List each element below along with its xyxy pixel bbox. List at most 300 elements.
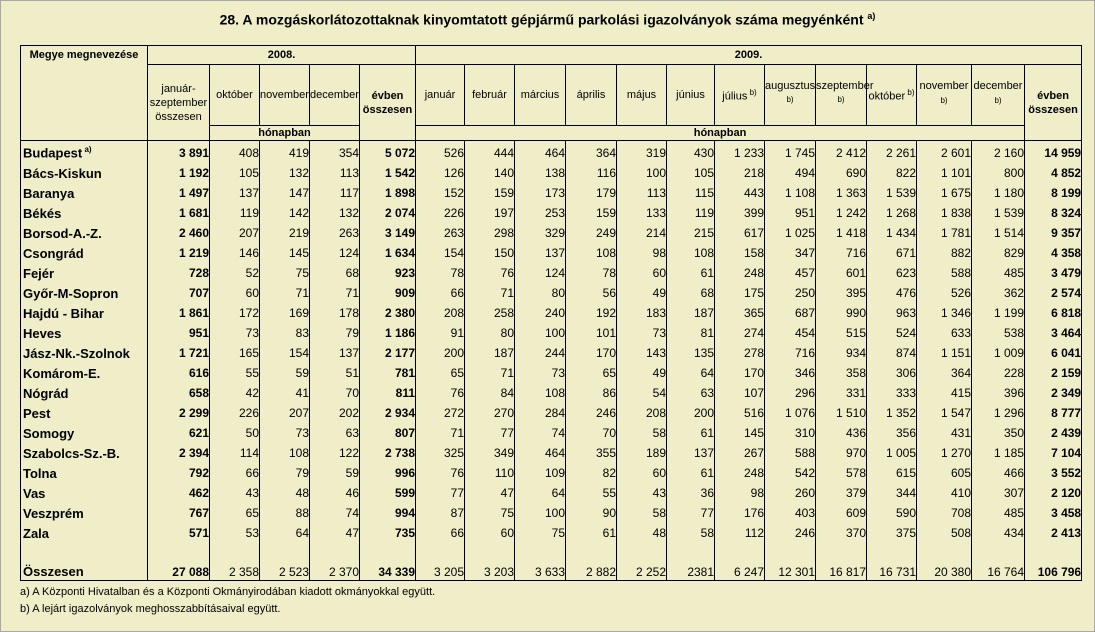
col-2009-total: évben összesen bbox=[1025, 65, 1082, 141]
cell-value: 728 bbox=[148, 263, 210, 283]
cell-value: 443 bbox=[715, 183, 765, 203]
cell-value: 329 bbox=[515, 223, 566, 243]
cell-value: 154 bbox=[416, 243, 465, 263]
month-note: b) bbox=[786, 95, 794, 105]
cell-value: 615 bbox=[867, 463, 917, 483]
table-row bbox=[21, 303, 1082, 323]
cell-value: 951 bbox=[148, 323, 210, 343]
county-name bbox=[21, 383, 148, 403]
cell-value: 114 bbox=[210, 443, 260, 463]
cell-value: 12 301 bbox=[765, 543, 816, 581]
cell-value: 617 bbox=[715, 223, 765, 243]
cell-value: 159 bbox=[566, 203, 617, 223]
cell-value: 53 bbox=[210, 523, 260, 543]
cell-value: 2 413 bbox=[1025, 523, 1082, 543]
cell-value: 119 bbox=[210, 203, 260, 223]
county-label: Szabolcs-Sz.-B. bbox=[23, 445, 120, 461]
footnote-a: a) A Központi Hivatalban és a Központi Okmányirodában kiadott okmányokkal együtt. bbox=[20, 586, 436, 598]
cell-value: 1 009 bbox=[972, 343, 1025, 363]
cell-value: 822 bbox=[867, 163, 917, 183]
cell-value: 88 bbox=[260, 503, 310, 523]
cell-value: 200 bbox=[416, 343, 465, 363]
cell-value: 1 101 bbox=[917, 163, 972, 183]
col-2009-month bbox=[867, 65, 917, 126]
cell-value: 82 bbox=[566, 463, 617, 483]
cell-value: 2 601 bbox=[917, 141, 972, 164]
cell-value: 66 bbox=[416, 283, 465, 303]
cell-value: 616 bbox=[148, 363, 210, 383]
cell-value: 76 bbox=[465, 263, 515, 283]
cell-value: 77 bbox=[465, 423, 515, 443]
cell-value: 73 bbox=[617, 323, 667, 343]
col-2009-month bbox=[515, 65, 566, 126]
cell-value: 792 bbox=[148, 463, 210, 483]
total-row bbox=[21, 543, 1082, 581]
cell-value: 137 bbox=[210, 183, 260, 203]
cell-value: 1 180 bbox=[972, 183, 1025, 203]
table-row bbox=[21, 283, 1082, 303]
cell-value: 165 bbox=[210, 343, 260, 363]
cell-value: 107 bbox=[715, 383, 765, 403]
cell-value: 80 bbox=[465, 323, 515, 343]
cell-value: 274 bbox=[715, 323, 765, 343]
cell-value: 347 bbox=[765, 243, 816, 263]
cell-value: 150 bbox=[465, 243, 515, 263]
county-label: Heves bbox=[23, 325, 62, 341]
cell-value: 601 bbox=[816, 263, 867, 283]
cell-value: 27 088 bbox=[148, 543, 210, 581]
cell-value: 58 bbox=[617, 423, 667, 443]
cell-value: 296 bbox=[765, 383, 816, 403]
col-2009-month bbox=[917, 65, 972, 126]
cell-value: 1 108 bbox=[765, 183, 816, 203]
cell-value: 494 bbox=[765, 163, 816, 183]
cell-value: 319 bbox=[617, 141, 667, 164]
cell-value: 214 bbox=[617, 223, 667, 243]
table-row bbox=[21, 483, 1082, 503]
cell-value: 9 357 bbox=[1025, 223, 1082, 243]
cell-value: 1 634 bbox=[360, 243, 416, 263]
cell-value: 1 270 bbox=[917, 443, 972, 463]
cell-value: 1 510 bbox=[816, 403, 867, 423]
table-title: 28. A mozgáskorlátozottaknak kinyomtatott gépjármű parkolási igazolványok száma megyénként $^{a)}$ bbox=[219, 11, 876, 28]
cell-value: 47 bbox=[310, 523, 360, 543]
cell-value: 263 bbox=[310, 223, 360, 243]
cell-value: 183 bbox=[617, 303, 667, 323]
cell-value: 58 bbox=[667, 523, 715, 543]
cell-value: 109 bbox=[515, 463, 566, 483]
county-label: Győr-M-Sopron bbox=[23, 285, 119, 301]
cell-value: 633 bbox=[917, 323, 972, 343]
cell-value: 152 bbox=[416, 183, 465, 203]
cell-value: 7 104 bbox=[1025, 443, 1082, 463]
cell-value: 485 bbox=[972, 263, 1025, 283]
cell-value: 16 817 bbox=[816, 543, 867, 581]
cell-value: 1 233 bbox=[715, 141, 765, 164]
table-row bbox=[21, 423, 1082, 443]
cell-value: 65 bbox=[416, 363, 465, 383]
table-row bbox=[21, 503, 1082, 523]
cell-value: 246 bbox=[566, 403, 617, 423]
county-label: Borsod-A.-Z. bbox=[23, 225, 102, 241]
cell-value: 2 349 bbox=[1025, 383, 1082, 403]
cell-value: 47 bbox=[465, 483, 515, 503]
county-label: Összesen bbox=[23, 564, 84, 579]
cell-value: 81 bbox=[667, 323, 715, 343]
cell-value: 75 bbox=[465, 503, 515, 523]
cell-value: 58 bbox=[617, 503, 667, 523]
cell-value: 963 bbox=[867, 303, 917, 323]
cell-value: 208 bbox=[416, 303, 465, 323]
cell-value: 98 bbox=[715, 483, 765, 503]
cell-value: 71 bbox=[310, 283, 360, 303]
cell-value: 485 bbox=[972, 503, 1025, 523]
cell-value: 135 bbox=[667, 343, 715, 363]
month-label: augusztus bbox=[765, 80, 816, 93]
cell-value: 3 458 bbox=[1025, 503, 1082, 523]
cell-value: 2 299 bbox=[148, 403, 210, 423]
cell-value: 1 861 bbox=[148, 303, 210, 323]
cell-value: 2 160 bbox=[972, 141, 1025, 164]
cell-value: 538 bbox=[972, 323, 1025, 343]
county-name bbox=[21, 303, 148, 323]
cell-value: 63 bbox=[310, 423, 360, 443]
cell-value: 56 bbox=[566, 283, 617, 303]
cell-value: 192 bbox=[566, 303, 617, 323]
cell-value: 169 bbox=[260, 303, 310, 323]
cell-value: 119 bbox=[667, 203, 715, 223]
cell-value: 106 796 bbox=[1025, 543, 1082, 581]
cell-value: 76 bbox=[416, 383, 465, 403]
county-name bbox=[21, 423, 148, 443]
cell-value: 248 bbox=[715, 263, 765, 283]
cell-value: 690 bbox=[816, 163, 867, 183]
cell-value: 76 bbox=[416, 463, 465, 483]
cell-value: 250 bbox=[765, 283, 816, 303]
year-2009-header: 2009. bbox=[416, 46, 1082, 65]
cell-value: 1 352 bbox=[867, 403, 917, 423]
cell-value: 1 547 bbox=[917, 403, 972, 423]
cell-value: 170 bbox=[715, 363, 765, 383]
cell-value: 226 bbox=[210, 403, 260, 423]
cell-value: 2381 bbox=[667, 543, 715, 581]
cell-value: 909 bbox=[360, 283, 416, 303]
cell-value: 1 192 bbox=[148, 163, 210, 183]
cell-value: 298 bbox=[465, 223, 515, 243]
county-label: Budapest bbox=[23, 145, 83, 161]
cell-value: 5 072 bbox=[360, 141, 416, 164]
cell-value: 226 bbox=[416, 203, 465, 223]
cell-value: 90 bbox=[566, 503, 617, 523]
cell-value: 122 bbox=[310, 443, 360, 463]
cell-value: 64 bbox=[667, 363, 715, 383]
cell-value: 1 025 bbox=[765, 223, 816, 243]
cell-value: 436 bbox=[816, 423, 867, 443]
cell-value: 260 bbox=[765, 483, 816, 503]
cell-value: 68 bbox=[667, 283, 715, 303]
cell-value: 3 464 bbox=[1025, 323, 1082, 343]
cell-value: 86 bbox=[566, 383, 617, 403]
cell-value: 1 185 bbox=[972, 443, 1025, 463]
cell-value: 588 bbox=[765, 443, 816, 463]
cell-value: 1 681 bbox=[148, 203, 210, 223]
county-name bbox=[21, 363, 148, 383]
table-row bbox=[21, 263, 1082, 283]
month-label: február bbox=[472, 89, 507, 101]
cell-value: 1 296 bbox=[972, 403, 1025, 423]
table-row bbox=[21, 183, 1082, 203]
cell-value: 457 bbox=[765, 263, 816, 283]
cell-value: 78 bbox=[416, 263, 465, 283]
county-label: Somogy bbox=[23, 425, 75, 441]
cell-value: 6 818 bbox=[1025, 303, 1082, 323]
cell-value: 158 bbox=[715, 243, 765, 263]
county-note: a) bbox=[82, 145, 92, 155]
cell-value: 1 219 bbox=[148, 243, 210, 263]
cell-value: 248 bbox=[715, 463, 765, 483]
county-label: Nógrád bbox=[23, 385, 69, 401]
cell-value: 137 bbox=[667, 443, 715, 463]
cell-value: 100 bbox=[515, 503, 566, 523]
cell-value: 48 bbox=[260, 483, 310, 503]
cell-value: 42 bbox=[210, 383, 260, 403]
cell-value: 464 bbox=[515, 141, 566, 164]
cell-value: 990 bbox=[816, 303, 867, 323]
cell-value: 145 bbox=[260, 243, 310, 263]
cell-value: 2 394 bbox=[148, 443, 210, 463]
cell-value: 83 bbox=[260, 323, 310, 343]
cell-value: 621 bbox=[148, 423, 210, 443]
cell-value: 1 151 bbox=[917, 343, 972, 363]
cell-value: 246 bbox=[765, 523, 816, 543]
month-label: december bbox=[973, 79, 1023, 92]
cell-value: 365 bbox=[715, 303, 765, 323]
cell-value: 60 bbox=[617, 263, 667, 283]
cell-value: 454 bbox=[765, 323, 816, 343]
unit-2009: hónapban bbox=[416, 126, 1025, 141]
cell-value: 516 bbox=[715, 403, 765, 423]
cell-value: 100 bbox=[515, 323, 566, 343]
cell-value: 364 bbox=[566, 141, 617, 164]
table-row bbox=[21, 363, 1082, 383]
footnote-b: b) A lejárt igazolványok meghosszabbításaival együtt. bbox=[20, 603, 281, 615]
county-name bbox=[21, 463, 148, 483]
cell-value: 228 bbox=[972, 363, 1025, 383]
cell-value: 249 bbox=[566, 223, 617, 243]
cell-value: 208 bbox=[617, 403, 667, 423]
cell-value: 55 bbox=[566, 483, 617, 503]
cell-value: 358 bbox=[816, 363, 867, 383]
cell-value: 140 bbox=[465, 163, 515, 183]
county-label: Fejér bbox=[23, 265, 55, 281]
cell-value: 716 bbox=[765, 343, 816, 363]
cell-value: 1 242 bbox=[816, 203, 867, 223]
cell-value: 77 bbox=[416, 483, 465, 503]
cell-value: 60 bbox=[465, 523, 515, 543]
table-row bbox=[21, 323, 1082, 343]
county-label: Baranya bbox=[23, 185, 75, 201]
month-label: április bbox=[576, 89, 606, 101]
month-label: november bbox=[919, 79, 969, 92]
cell-value: 100 bbox=[617, 163, 667, 183]
cell-value: 1 199 bbox=[972, 303, 1025, 323]
cell-value: 2 574 bbox=[1025, 283, 1082, 303]
county-name bbox=[21, 403, 148, 423]
col-2008-month: december bbox=[310, 65, 360, 126]
cell-value: 1 838 bbox=[917, 203, 972, 223]
cell-value: 370 bbox=[816, 523, 867, 543]
month-label: május bbox=[626, 89, 657, 101]
county-name bbox=[21, 443, 148, 463]
cell-value: 403 bbox=[765, 503, 816, 523]
col-2009-month bbox=[667, 65, 715, 126]
cell-value: 3 479 bbox=[1025, 263, 1082, 283]
col-2008-total: évben összesen bbox=[360, 65, 416, 141]
cell-value: 43 bbox=[617, 483, 667, 503]
cell-value: 2 252 bbox=[617, 543, 667, 581]
cell-value: 84 bbox=[465, 383, 515, 403]
cell-value: 253 bbox=[515, 203, 566, 223]
cell-value: 707 bbox=[148, 283, 210, 303]
county-label: Tolna bbox=[23, 465, 57, 481]
cell-value: 91 bbox=[416, 323, 465, 343]
cell-value: 170 bbox=[566, 343, 617, 363]
cell-value: 16 764 bbox=[972, 543, 1025, 581]
cell-value: 16 731 bbox=[867, 543, 917, 581]
cell-value: 431 bbox=[917, 423, 972, 443]
month-note: b) bbox=[837, 95, 845, 105]
cell-value: 113 bbox=[617, 183, 667, 203]
month-label: szeptember bbox=[816, 80, 874, 93]
cell-value: 272 bbox=[416, 403, 465, 423]
county-name bbox=[21, 163, 148, 183]
county-name bbox=[21, 203, 148, 223]
cell-value: 829 bbox=[972, 243, 1025, 263]
cell-value: 1 186 bbox=[360, 323, 416, 343]
cell-value: 307 bbox=[972, 483, 1025, 503]
county-name bbox=[21, 503, 148, 523]
cell-value: 344 bbox=[867, 483, 917, 503]
cell-value: 87 bbox=[416, 503, 465, 523]
cell-value: 197 bbox=[465, 203, 515, 223]
cell-value: 2 370 bbox=[310, 543, 360, 581]
cell-value: 2 358 bbox=[210, 543, 260, 581]
table-row bbox=[21, 443, 1082, 463]
cell-value: 767 bbox=[148, 503, 210, 523]
cell-value: 77 bbox=[667, 503, 715, 523]
cell-value: 71 bbox=[260, 283, 310, 303]
county-label: Zala bbox=[23, 525, 50, 541]
cell-value: 74 bbox=[310, 503, 360, 523]
month-note: b) bbox=[940, 95, 948, 105]
cell-value: 2 074 bbox=[360, 203, 416, 223]
cell-value: 325 bbox=[416, 443, 465, 463]
county-label: Hajdú - Bihar bbox=[23, 305, 104, 321]
cell-value: 3 552 bbox=[1025, 463, 1082, 483]
cell-value: 175 bbox=[715, 283, 765, 303]
cell-value: 735 bbox=[360, 523, 416, 543]
cell-value: 466 bbox=[972, 463, 1025, 483]
cell-value: 464 bbox=[515, 443, 566, 463]
cell-value: 3 203 bbox=[465, 543, 515, 581]
cell-value: 1 781 bbox=[917, 223, 972, 243]
cell-value: 434 bbox=[972, 523, 1025, 543]
cell-value: 4 358 bbox=[1025, 243, 1082, 263]
cell-value: 716 bbox=[816, 243, 867, 263]
cell-value: 476 bbox=[867, 283, 917, 303]
cell-value: 599 bbox=[360, 483, 416, 503]
cell-value: 68 bbox=[310, 263, 360, 283]
cell-value: 3 205 bbox=[416, 543, 465, 581]
cell-value: 430 bbox=[667, 141, 715, 164]
cell-value: 355 bbox=[566, 443, 617, 463]
cell-value: 444 bbox=[465, 141, 515, 164]
col-2009-month bbox=[972, 65, 1025, 126]
cell-value: 1 268 bbox=[867, 203, 917, 223]
month-label: június bbox=[676, 89, 705, 101]
cell-value: 36 bbox=[667, 483, 715, 503]
col-2009-month bbox=[566, 65, 617, 126]
cell-value: 73 bbox=[260, 423, 310, 443]
county-label: Békés bbox=[23, 205, 62, 221]
cell-value: 354 bbox=[310, 141, 360, 164]
county-label: Veszprém bbox=[23, 505, 84, 521]
cell-value: 379 bbox=[816, 483, 867, 503]
cell-value: 98 bbox=[617, 243, 667, 263]
cell-value: 66 bbox=[210, 463, 260, 483]
cell-value: 34 339 bbox=[360, 543, 416, 581]
cell-value: 1 497 bbox=[148, 183, 210, 203]
county-name bbox=[21, 523, 148, 543]
cell-value: 1 418 bbox=[816, 223, 867, 243]
county-header: Megye megnevezése bbox=[21, 46, 148, 141]
cell-value: 65 bbox=[566, 363, 617, 383]
cell-value: 117 bbox=[310, 183, 360, 203]
cell-value: 178 bbox=[310, 303, 360, 323]
cell-value: 74 bbox=[515, 423, 566, 443]
cell-value: 54 bbox=[617, 383, 667, 403]
col-2008-jan-sep: január-szeptember összesen bbox=[148, 65, 210, 141]
cell-value: 2 738 bbox=[360, 443, 416, 463]
cell-value: 108 bbox=[260, 443, 310, 463]
county-label: Pest bbox=[23, 405, 51, 421]
cell-value: 408 bbox=[210, 141, 260, 164]
cell-value: 934 bbox=[816, 343, 867, 363]
table-row bbox=[21, 343, 1082, 363]
cell-value: 800 bbox=[972, 163, 1025, 183]
cell-value: 244 bbox=[515, 343, 566, 363]
cell-value: 333 bbox=[867, 383, 917, 403]
cell-value: 811 bbox=[360, 383, 416, 403]
cell-value: 6 041 bbox=[1025, 343, 1082, 363]
cell-value: 8 199 bbox=[1025, 183, 1082, 203]
cell-value: 73 bbox=[515, 363, 566, 383]
cell-value: 110 bbox=[465, 463, 515, 483]
cell-value: 64 bbox=[515, 483, 566, 503]
cell-value: 364 bbox=[917, 363, 972, 383]
cell-value: 578 bbox=[816, 463, 867, 483]
col-2009-month bbox=[465, 65, 515, 126]
cell-value: 14 959 bbox=[1025, 141, 1082, 164]
cell-value: 71 bbox=[465, 363, 515, 383]
cell-value: 108 bbox=[566, 243, 617, 263]
county-name bbox=[21, 183, 148, 203]
cell-value: 1 076 bbox=[765, 403, 816, 423]
cell-value: 59 bbox=[260, 363, 310, 383]
cell-value: 101 bbox=[566, 323, 617, 343]
county-name bbox=[21, 263, 148, 283]
cell-value: 687 bbox=[765, 303, 816, 323]
